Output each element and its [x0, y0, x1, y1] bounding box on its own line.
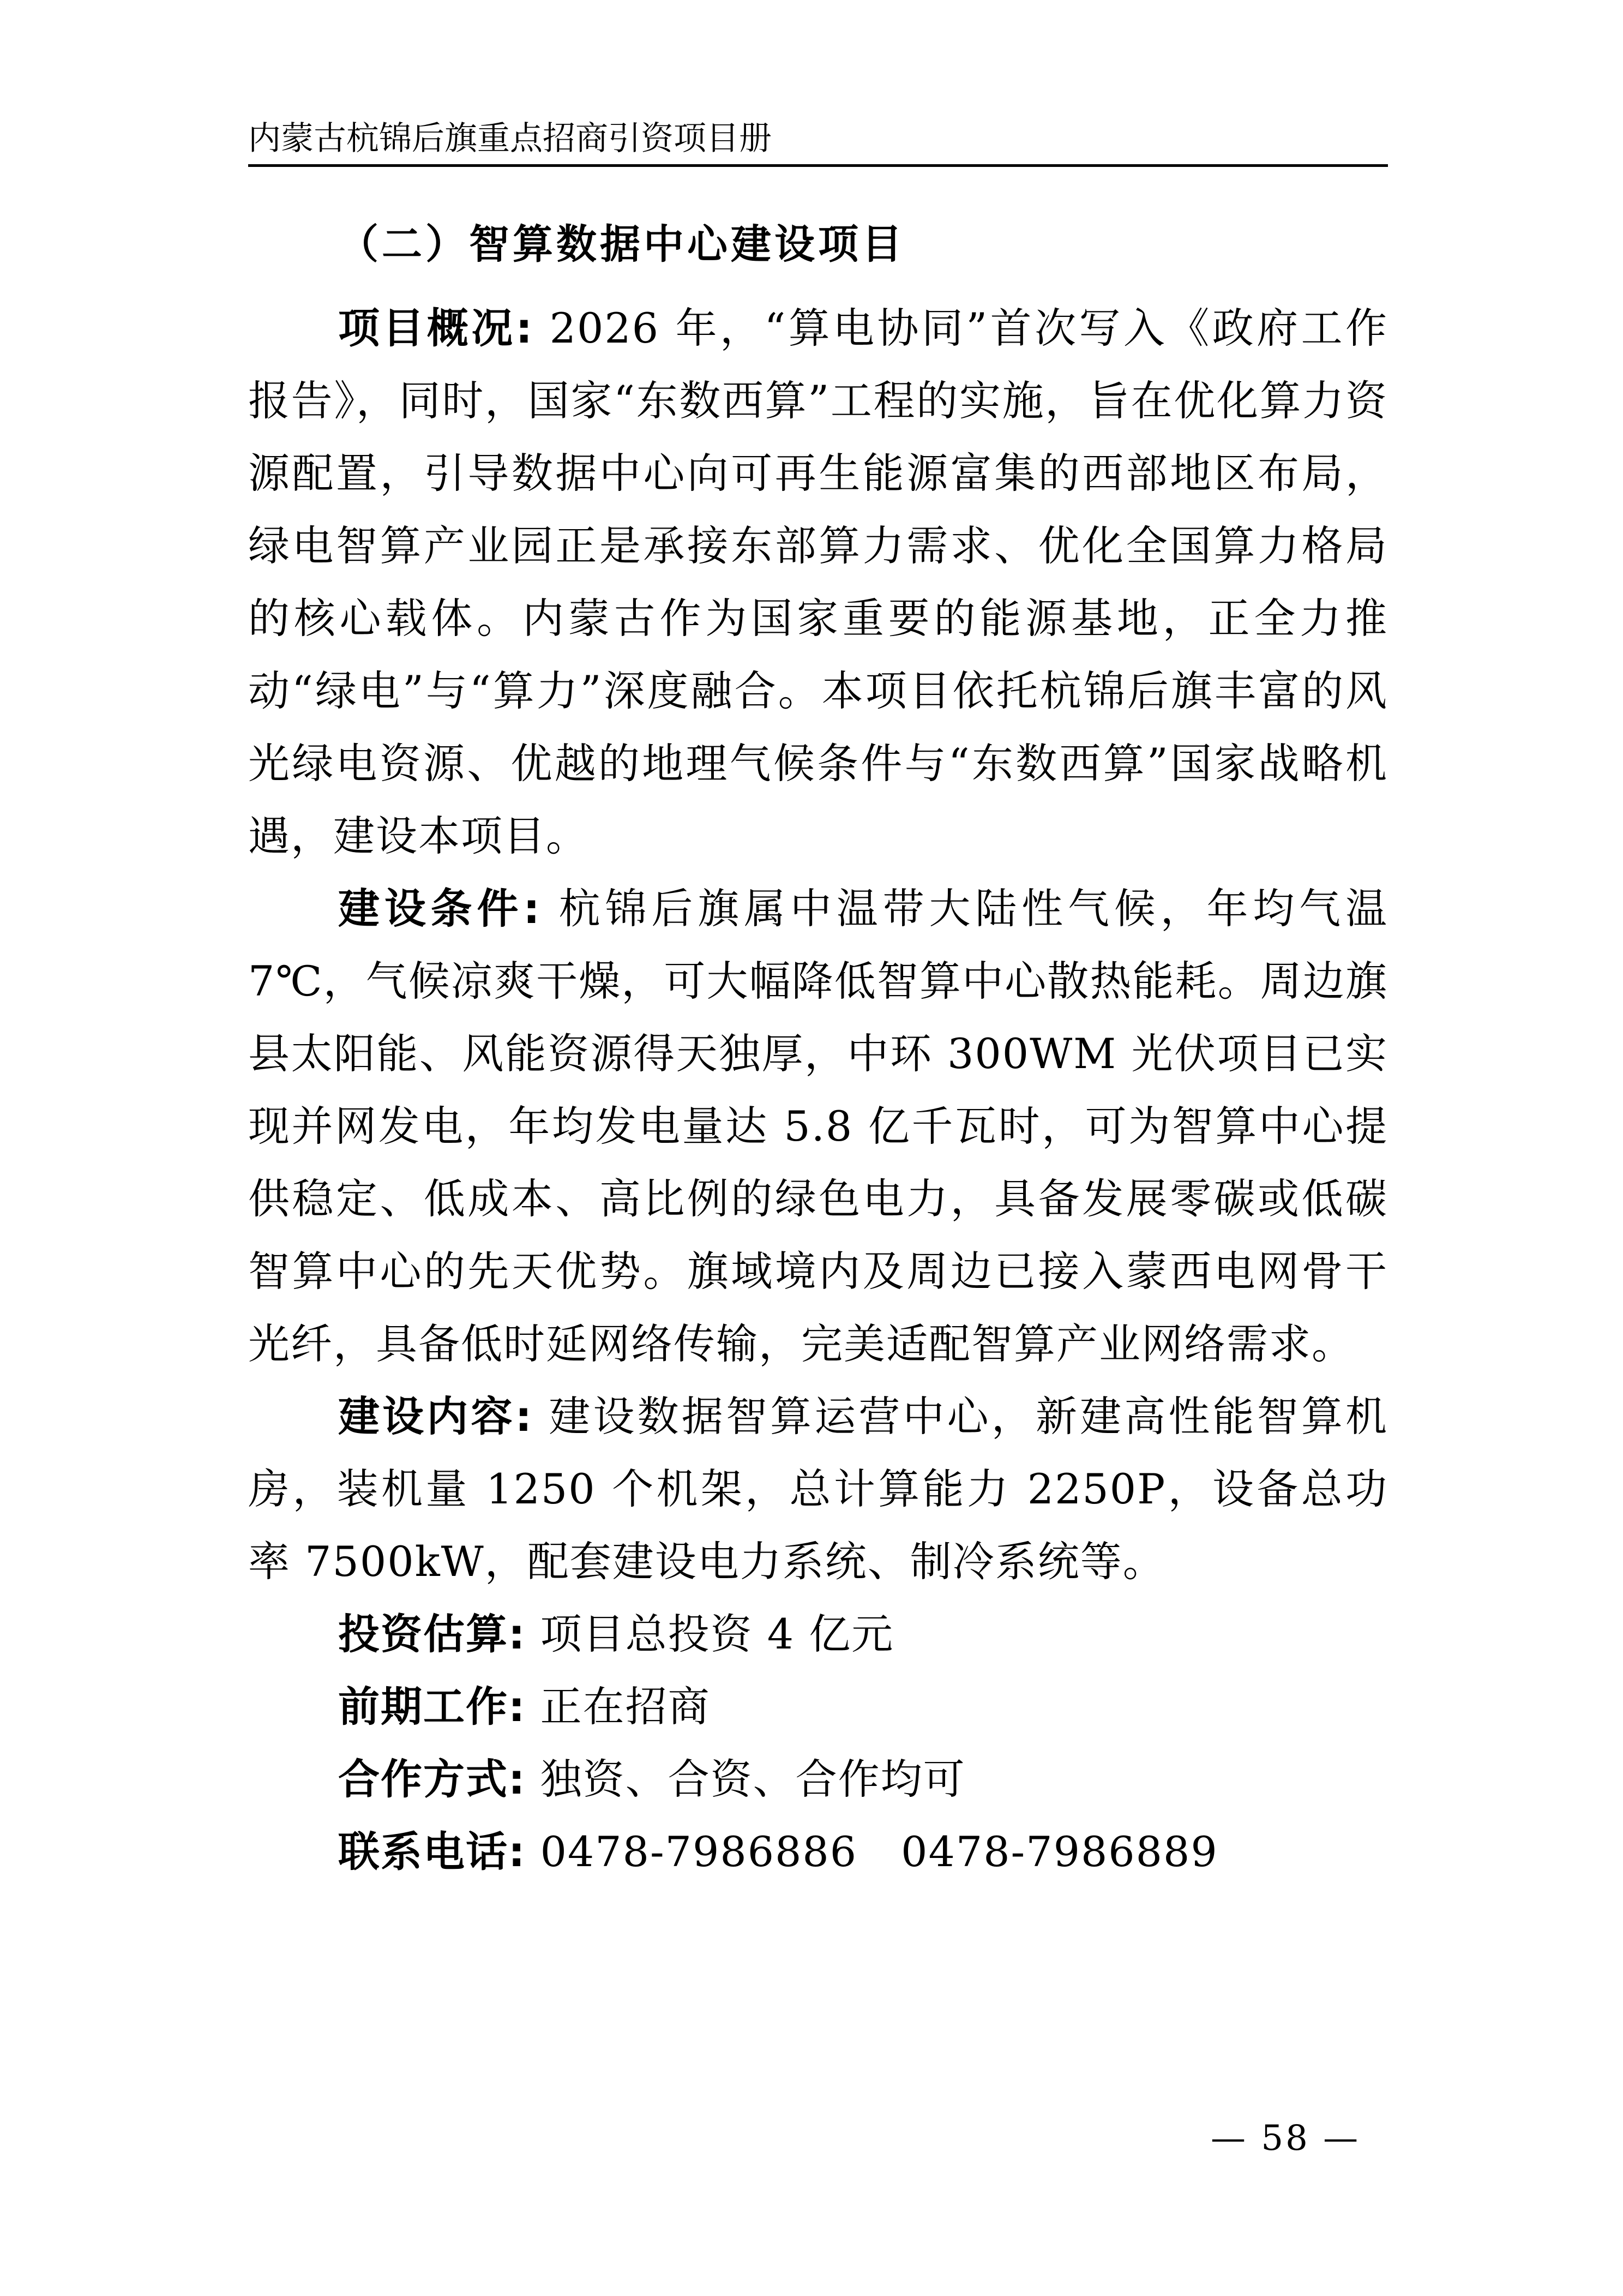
- overview-paragraph: [248, 292, 1388, 872]
- cooperation-row: [248, 1743, 1388, 1815]
- overview-text: 2026 年，“算电协同”首次写入《政府工作报告》，同时，国家“东数西算”工程的实施，旨在优化算力资源配置，引导数据中心向可再生能源富集的西部地区布局，绿电智算产业园正是承接东部算力需求、优化全国算力格局的核心载体。内蒙古作为国家重要的能源基地，正全力推动“绿电”与“算力”深度融合。本项目依托杭锦后旗丰富的风光绿电资源、优越的地理气候条件与“东数西算”国家战略机遇，建设本项目。: [248, 304, 1388, 860]
- investment-row: [248, 1598, 1388, 1670]
- contact-row: [248, 1815, 1388, 1888]
- header-rule: [248, 164, 1388, 167]
- header-title: 内蒙古杭锦后旗重点招商引资项目册: [248, 119, 772, 158]
- section-heading: （二）智算数据中心建设项目: [338, 221, 905, 268]
- page-header: [248, 117, 1388, 165]
- conditions-label: 建设条件:: [338, 884, 541, 933]
- cooperation-text: 独资、合资、合作均可: [526, 1755, 966, 1803]
- page-number: — 58 —: [1211, 2118, 1361, 2159]
- content-paragraph: [248, 1380, 1388, 1598]
- content-text: 建设数据智算运营中心，新建高性能智算机房，装机量 1250 个机架，总计算能力 2250P，设备总功率 7500kW，配套建设电力系统、制冷系统等。: [248, 1392, 1388, 1586]
- cooperation-label: 合作方式:: [338, 1755, 526, 1803]
- preliminary-text: 正在招商: [526, 1682, 711, 1731]
- content-label: 建设内容:: [338, 1392, 533, 1441]
- contact-label: 联系电话:: [338, 1827, 526, 1876]
- contact-phone-2: 0478-7986889: [901, 1827, 1218, 1876]
- contact-phone-1: 0478-7986886: [526, 1827, 858, 1876]
- preliminary-label: 前期工作:: [338, 1682, 526, 1731]
- conditions-text: 杭锦后旗属中温带大陆性气候，年均气温 7℃，气候凉爽干燥，可大幅降低智算中心散热能耗。周边旗县太阳能、风能资源得天独厚，中环 300WM 光伏项目已实现并网发电，年均发电量达 5.8 亿千瓦时，可为智算中心提供稳定、低成本、高比例的绿色电力，具备发展零碳或低碳智算中心的先天优势。旗域境内及周边已接入蒙西电网骨干光纤，具备低时延网络传输，完美适配智算产业网络需求。: [248, 884, 1388, 1368]
- investment-text: 项目总投资 4 亿元: [526, 1610, 894, 1658]
- preliminary-row: [248, 1670, 1388, 1743]
- overview-label: 项目概况:: [338, 304, 534, 352]
- conditions-paragraph: [248, 872, 1388, 1380]
- document-body: [248, 292, 1388, 1888]
- investment-label: 投资估算:: [338, 1610, 526, 1658]
